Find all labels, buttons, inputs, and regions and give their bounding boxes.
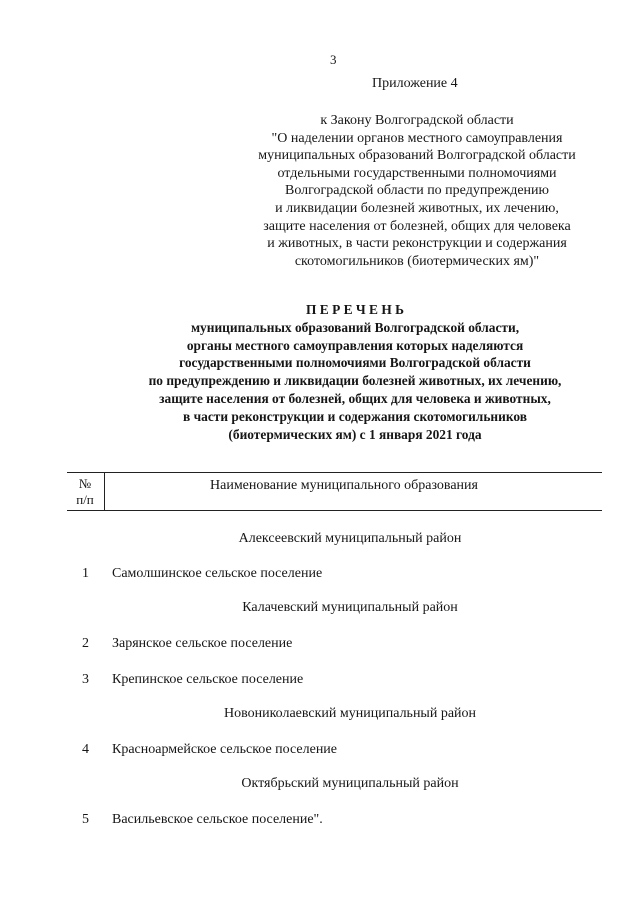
settlement-name: Крепинское сельское поселение: [112, 672, 304, 687]
list-heading-line: защите населения от болезней, общих для человека и животных,: [159, 390, 551, 406]
law-reference-line: и ликвидации болезней животных, их лечению,: [275, 200, 559, 216]
settlement-name: Зарянское сельское поселение: [112, 636, 293, 651]
row-number: 1: [82, 566, 89, 581]
row-number: 3: [82, 672, 89, 687]
district-heading: Алексеевский муниципальный район: [238, 531, 462, 546]
settlement-name: Васильевское сельское поселение".: [112, 812, 323, 827]
list-heading-line: в части реконструкции и содержания скотомогильников: [183, 408, 527, 424]
law-reference-line: защите населения от болезней, общих для человека: [263, 218, 571, 234]
district-heading: Новониколаевский муниципальный район: [223, 706, 477, 721]
list-heading-line: государственными полномочиями Волгоградской области: [179, 355, 531, 371]
list-heading-line: (биотермических ям) с 1 января 2021 года: [228, 426, 482, 442]
law-reference: [232, 112, 602, 270]
law-reference-line: скотомогильников (биотермических ям)": [294, 253, 540, 269]
number-abbrev: п/п: [76, 492, 94, 507]
law-reference-line: "О наделении органов местного самоуправления: [271, 130, 563, 146]
number-sign: №: [78, 476, 92, 491]
list-heading-line: по предупреждению и ликвидации болезней животных, их лечению,: [148, 373, 562, 389]
law-reference-line: отдельными государственными полномочиями: [277, 165, 557, 181]
row-number: 4: [82, 742, 89, 757]
district-heading: Калачевский муниципальный район: [242, 600, 458, 615]
table-header-rule: [67, 510, 602, 511]
settlement-name: Красноармейское сельское поселение: [112, 742, 338, 757]
table-header-name: Наименование муниципального образования: [210, 478, 478, 493]
list-heading-line: муниципальных образований Волгоградской области,: [190, 319, 520, 335]
list-title: П Е Р Е Ч Е Н Ь: [306, 302, 404, 317]
law-reference-line: муниципальных образований Волгоградской области: [258, 148, 576, 164]
list-heading-line: органы местного самоуправления которых наделяются: [186, 337, 524, 353]
row-number: 2: [82, 636, 89, 651]
law-reference-line: к Закону Волгоградской области: [320, 113, 514, 128]
table-header-number: [67, 476, 103, 508]
law-reference-line: Волгоградской области по предупреждению: [284, 183, 549, 199]
settlement-name: Самолшинское сельское поселение: [112, 566, 323, 581]
table-top-rule: [67, 472, 602, 473]
appendix-title: Приложение 4: [372, 76, 458, 91]
law-reference-line: и животных, в части реконструкции и содержания: [267, 236, 567, 252]
district-heading: Октябрьский муниципальный район: [241, 776, 459, 791]
list-heading: [40, 301, 640, 443]
row-number: 5: [82, 812, 89, 827]
table-column-divider: [104, 472, 105, 510]
page-number: 3: [330, 52, 337, 67]
